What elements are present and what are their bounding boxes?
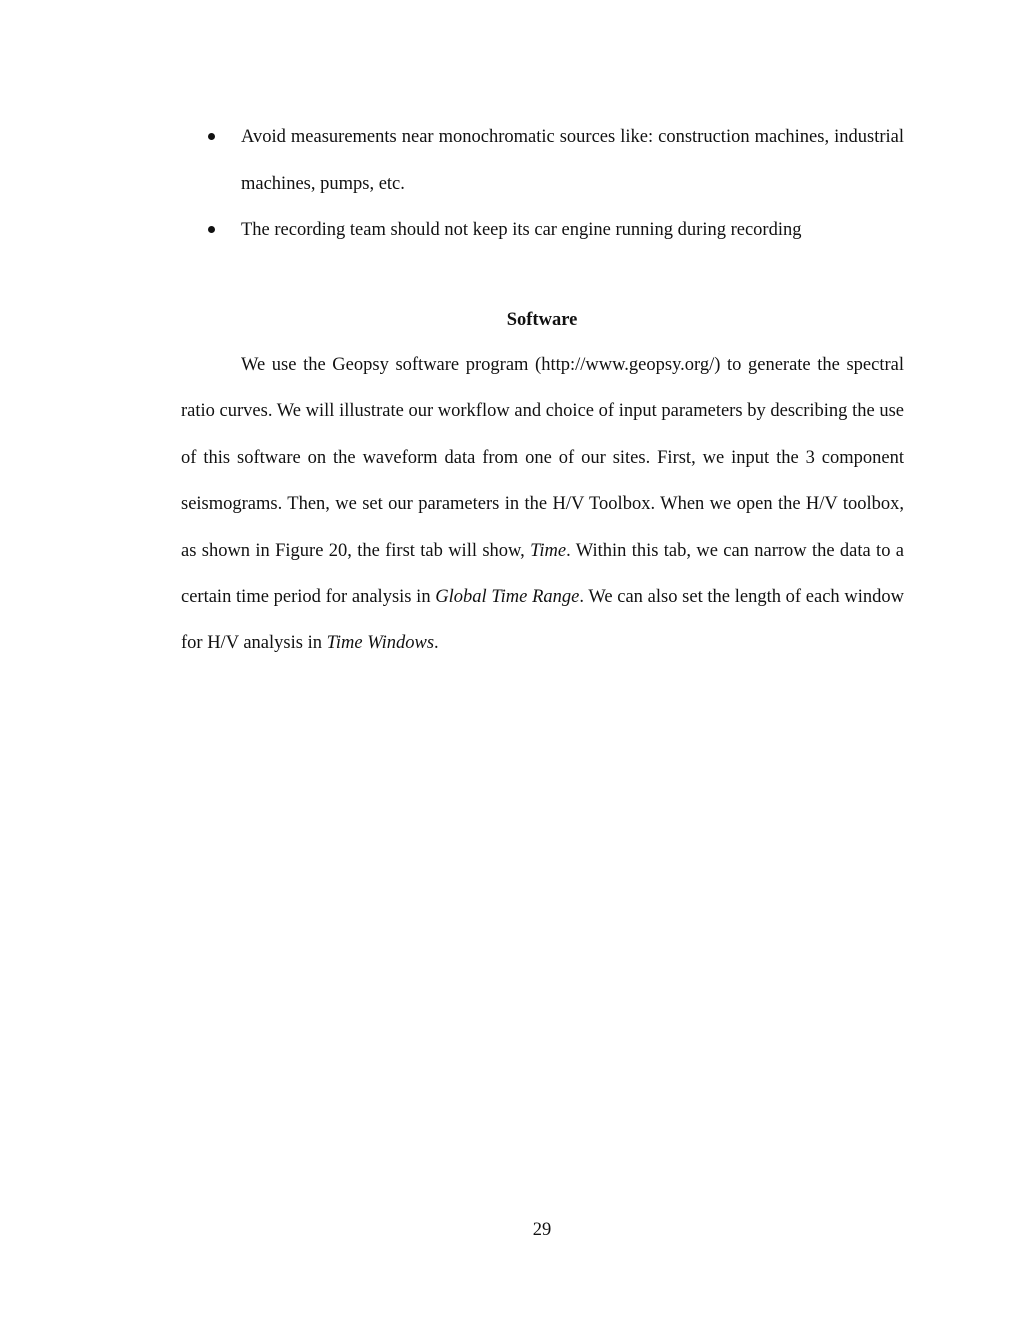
bullet-list [208,114,904,254]
term-time-windows: Time Windows [326,633,435,654]
paragraph-text: . [434,633,439,654]
page-number: 29 [532,1220,552,1240]
bullet-text: Avoid measurements near monochromatic sources like: construction machines, industrial machines, pumps, etc. [241,127,904,194]
section-heading: Software [506,310,578,330]
bullet-item [208,114,904,207]
paragraph-text: . Within this tab, we can narrow the data to a certain time period for analysis in [181,540,904,608]
bullet-dot-icon [208,133,215,140]
bullet-dot-icon [208,226,215,233]
term-time: Time [530,540,567,561]
body-paragraph [181,342,904,667]
paragraph-text: We use the Geopsy software program (http://www.geopsy.org/) to generate the spectral ratio curves. We will illustrate our workflow and choice of input parameters by describing the use of this software on the waveform data from one of our sites. First, we input the 3 component seismograms. Then, we set our parameters in the H/V Toolbox. When we open the H/V toolbox, as shown in Figure 20, the first tab will show, [181,355,904,561]
bullet-text: The recording team should not keep its car engine running during recording [241,220,802,240]
bullet-item [208,207,904,254]
term-global-time-range: Global Time Range [435,587,580,608]
paragraph-text: . We can also set the length of each window for H/V analysis in [181,587,904,654]
